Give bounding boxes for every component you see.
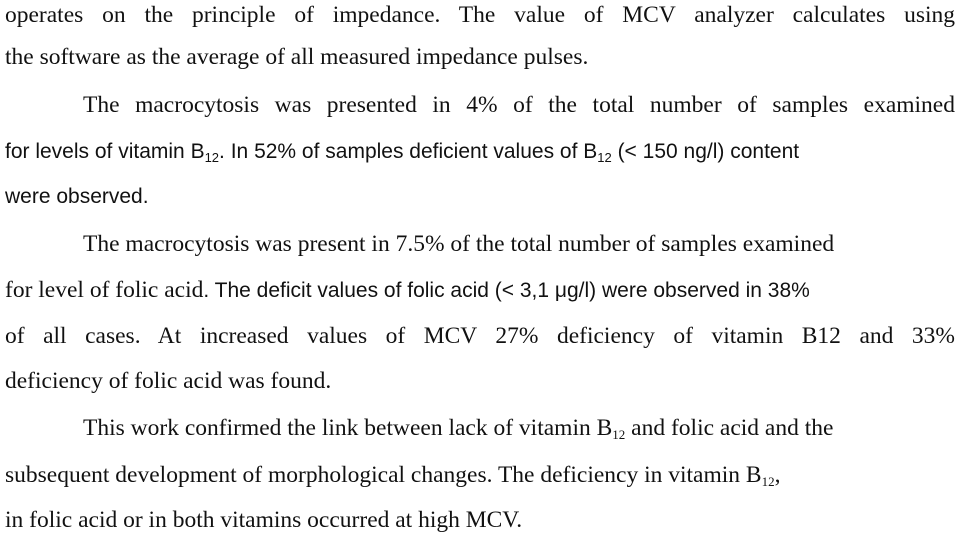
subscript: 12: [612, 427, 626, 442]
text-segment: and folic acid and the: [625, 415, 834, 441]
text-line-8: of all cases. At increased values of MCV 27% deficiency of vitamin B12 and 33%: [5, 323, 955, 349]
text-segment: This work confirmed the link between lack of vitamin B: [83, 415, 613, 441]
text-segment: subsequent development of morphological changes. The deficiency in vitamin B: [5, 462, 762, 488]
text-line-2: the software as the average of all measured impedance pulses.: [5, 44, 589, 70]
text-line-7: [5, 275, 955, 305]
text-segment: for level of folic acid: [5, 277, 204, 303]
text-line-5: were observed.: [5, 185, 149, 208]
text-segment: ,: [774, 462, 781, 488]
text-line-12: in folic acid or in both vitamins occurred at high MCV.: [5, 507, 523, 533]
text-line-6: The macrocytosis was present in 7.5% of the total number of samples examined: [83, 231, 835, 257]
text-line-10: [83, 413, 955, 443]
text-line-11: [5, 460, 955, 490]
text-segment: . In 52% of samples deficient values of B: [219, 140, 598, 163]
subscript: 12: [761, 474, 775, 489]
text-line-9: deficiency of folic acid was found.: [5, 368, 332, 394]
text-line-4: [5, 137, 955, 167]
text-line-3: The macrocytosis was presented in 4% of the total number of samples examined: [83, 92, 955, 118]
text-segment: for levels of vitamin B: [5, 140, 205, 163]
text-line-1: operates on the principle of impedance. The value of MCV analyzer calculates using: [5, 2, 955, 28]
subscript: 12: [597, 150, 612, 165]
text-segment: (< 150 ng/l) content: [611, 140, 800, 163]
text-segment: . The deficit values of folic acid (< 3,1 μg/l) were observed in 38%: [203, 279, 810, 302]
subscript: 12: [204, 150, 220, 165]
